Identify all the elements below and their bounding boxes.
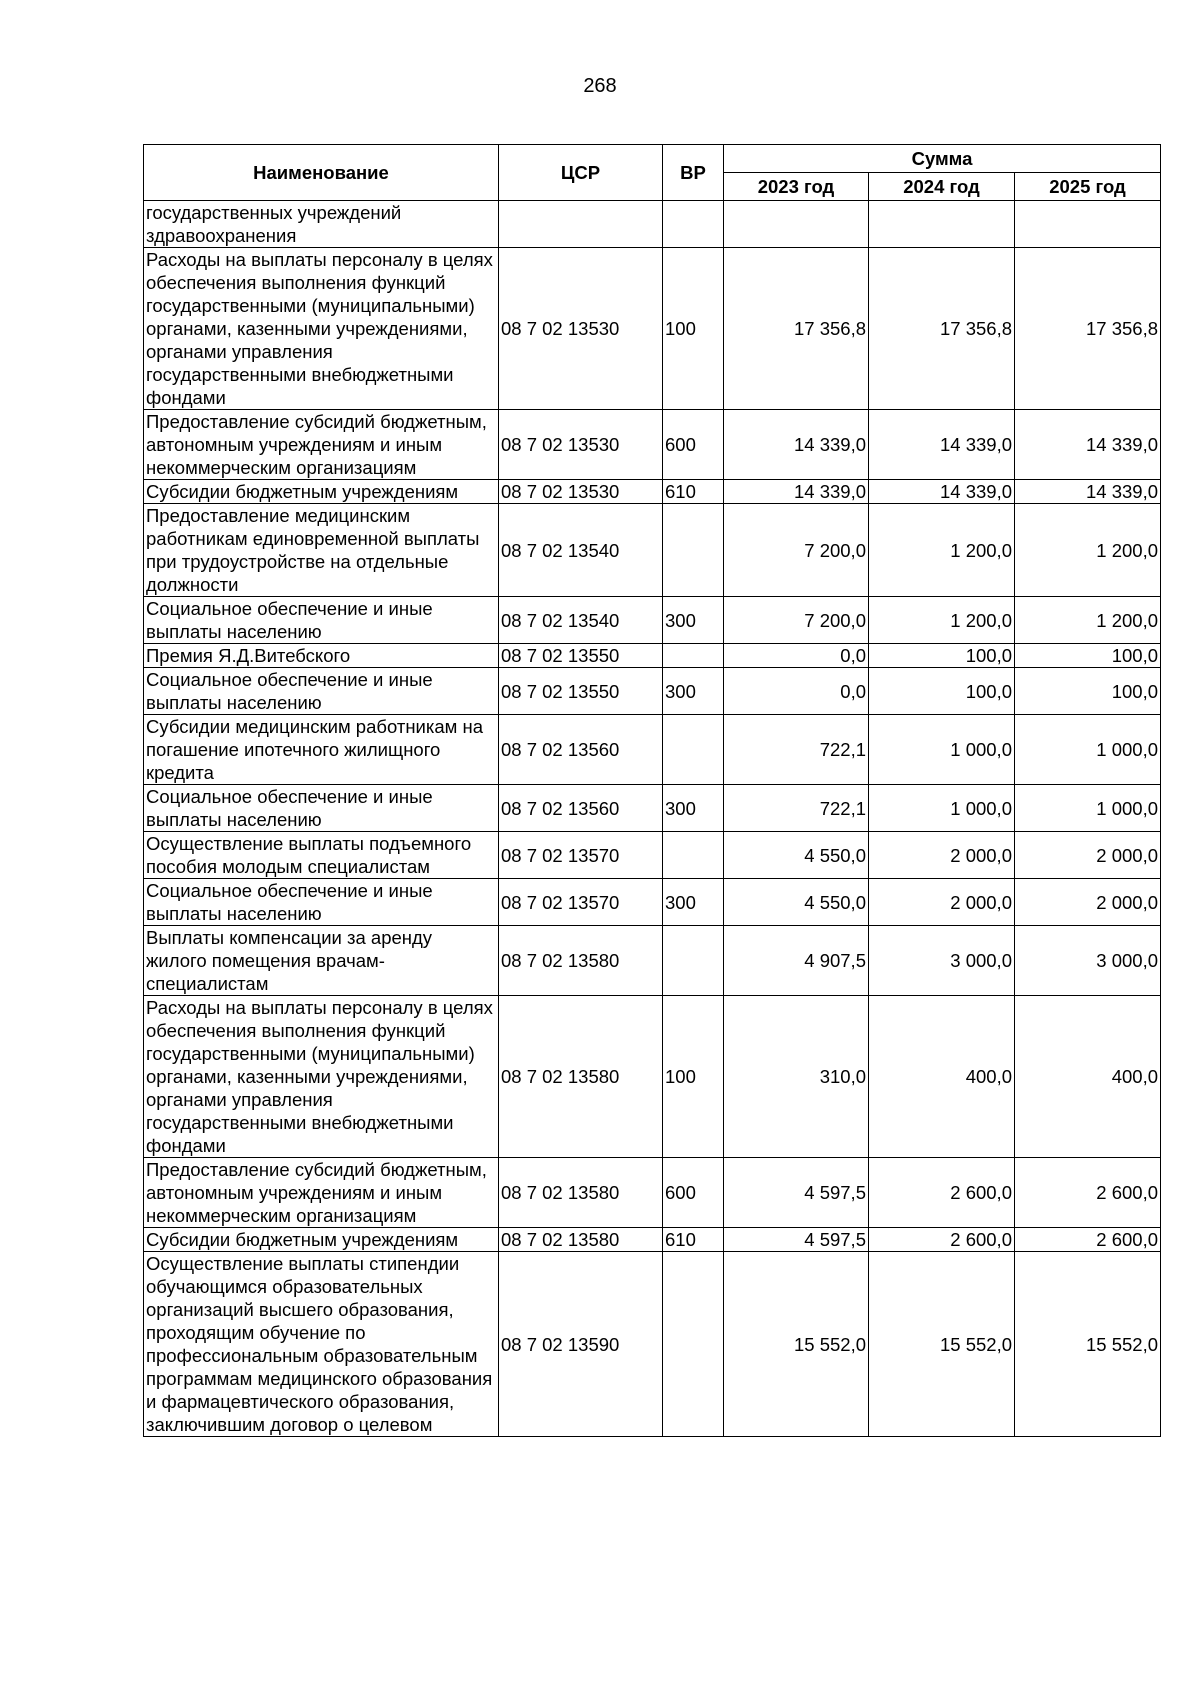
- row-vr: [663, 644, 724, 668]
- row-name: Субсидии бюджетным учреждениям: [144, 480, 499, 504]
- row-name: Расходы на выплаты персоналу в целях обеспечения выполнения функций государственными (муниципальными) органами, казенными учреждениями, органами управления государственными внебюджетными фондами: [144, 248, 499, 410]
- row-name: Социальное обеспечение и иные выплаты населению: [144, 597, 499, 644]
- row-name: Расходы на выплаты персоналу в целях обеспечения выполнения функций государственными (муниципальными) органами, казенными учреждениями, органами управления государственными внебюджетными фондами: [144, 996, 499, 1158]
- header-name: Наименование: [144, 145, 499, 201]
- table-row: [144, 504, 1161, 597]
- row-sum-2024: 2 600,0: [869, 1228, 1015, 1252]
- header-sum: Сумма: [724, 145, 1161, 173]
- page-number: 268: [583, 75, 617, 97]
- table-row: [144, 879, 1161, 926]
- table-row: [144, 785, 1161, 832]
- row-vr: 300: [663, 785, 724, 832]
- row-sum-2025: 100,0: [1015, 644, 1161, 668]
- row-sum-2025: 2 000,0: [1015, 832, 1161, 879]
- row-sum-2024: [869, 201, 1015, 248]
- row-csr: 08 7 02 13550: [499, 668, 663, 715]
- row-sum-2025: 2 600,0: [1015, 1228, 1161, 1252]
- row-vr: 300: [663, 597, 724, 644]
- row-vr: [663, 832, 724, 879]
- row-sum-2025: 1 200,0: [1015, 504, 1161, 597]
- row-csr: 08 7 02 13580: [499, 1158, 663, 1228]
- table-row: [144, 1158, 1161, 1228]
- row-name: Субсидии медицинским работникам на погашение ипотечного жилищного кредита: [144, 715, 499, 785]
- row-sum-2024: 2 000,0: [869, 832, 1015, 879]
- row-sum-2023: 0,0: [724, 644, 869, 668]
- row-sum-2024: 100,0: [869, 644, 1015, 668]
- row-sum-2024: 1 200,0: [869, 504, 1015, 597]
- row-vr: 610: [663, 1228, 724, 1252]
- row-csr: 08 7 02 13580: [499, 996, 663, 1158]
- row-sum-2024: 1 000,0: [869, 715, 1015, 785]
- row-vr: 600: [663, 410, 724, 480]
- row-name: Социальное обеспечение и иные выплаты населению: [144, 668, 499, 715]
- table-row: [144, 480, 1161, 504]
- header-year-2025: 2025 год: [1015, 173, 1161, 201]
- table-row: [144, 597, 1161, 644]
- row-sum-2025: 2 000,0: [1015, 879, 1161, 926]
- row-sum-2023: 722,1: [724, 715, 869, 785]
- row-sum-2025: 1 200,0: [1015, 597, 1161, 644]
- row-name: Осуществление выплаты подъемного пособия молодым специалистам: [144, 832, 499, 879]
- budget-table: [143, 144, 1161, 1437]
- row-vr: [663, 201, 724, 248]
- row-csr: 08 7 02 13570: [499, 879, 663, 926]
- row-sum-2023: 17 356,8: [724, 248, 869, 410]
- row-csr: 08 7 02 13530: [499, 410, 663, 480]
- row-sum-2024: 1 000,0: [869, 785, 1015, 832]
- row-csr: 08 7 02 13560: [499, 785, 663, 832]
- row-csr: 08 7 02 13590: [499, 1252, 663, 1437]
- row-vr: 610: [663, 480, 724, 504]
- row-csr: 08 7 02 13580: [499, 926, 663, 996]
- row-name: Социальное обеспечение и иные выплаты населению: [144, 879, 499, 926]
- row-sum-2023: 7 200,0: [724, 504, 869, 597]
- row-sum-2023: [724, 201, 869, 248]
- row-sum-2025: 100,0: [1015, 668, 1161, 715]
- row-sum-2025: 17 356,8: [1015, 248, 1161, 410]
- row-vr: 300: [663, 879, 724, 926]
- row-name: Премия Я.Д.Витебского: [144, 644, 499, 668]
- row-vr: [663, 1252, 724, 1437]
- row-sum-2023: 310,0: [724, 996, 869, 1158]
- row-sum-2023: 15 552,0: [724, 1252, 869, 1437]
- row-sum-2025: 3 000,0: [1015, 926, 1161, 996]
- row-sum-2025: 14 339,0: [1015, 480, 1161, 504]
- row-sum-2025: 14 339,0: [1015, 410, 1161, 480]
- row-sum-2023: 14 339,0: [724, 410, 869, 480]
- row-csr: 08 7 02 13540: [499, 504, 663, 597]
- table-row: [144, 644, 1161, 668]
- row-sum-2024: 2 600,0: [869, 1158, 1015, 1228]
- row-sum-2025: 1 000,0: [1015, 785, 1161, 832]
- row-csr: 08 7 02 13540: [499, 597, 663, 644]
- row-csr: 08 7 02 13530: [499, 480, 663, 504]
- table-header: [144, 145, 1161, 201]
- row-name: Осуществление выплаты стипендии обучающимся образовательных организаций высшего образования, проходящим обучение по профессиональным образовательным программам медицинского образования и фармацевтического образования, заключившим договор о целевом: [144, 1252, 499, 1437]
- row-name: Субсидии бюджетным учреждениям: [144, 1228, 499, 1252]
- row-vr: 300: [663, 668, 724, 715]
- row-sum-2025: 15 552,0: [1015, 1252, 1161, 1437]
- table-row: [144, 248, 1161, 410]
- row-sum-2023: 0,0: [724, 668, 869, 715]
- row-vr: 100: [663, 248, 724, 410]
- row-name: государственных учреждений здравоохранения: [144, 201, 499, 248]
- row-name: Предоставление субсидий бюджетным, автономным учреждениям и иным некоммерческим организациям: [144, 1158, 499, 1228]
- row-vr: 600: [663, 1158, 724, 1228]
- header-vr: ВР: [663, 145, 724, 201]
- row-sum-2024: 400,0: [869, 996, 1015, 1158]
- row-sum-2024: 3 000,0: [869, 926, 1015, 996]
- row-sum-2023: 4 550,0: [724, 832, 869, 879]
- row-sum-2024: 15 552,0: [869, 1252, 1015, 1437]
- table-row: [144, 201, 1161, 248]
- row-csr: 08 7 02 13580: [499, 1228, 663, 1252]
- row-sum-2024: 2 000,0: [869, 879, 1015, 926]
- row-sum-2023: 4 550,0: [724, 879, 869, 926]
- row-name: Предоставление медицинским работникам единовременной выплаты при трудоустройстве на отдельные должности: [144, 504, 499, 597]
- table-body: [144, 201, 1161, 1437]
- row-csr: 08 7 02 13550: [499, 644, 663, 668]
- row-vr: [663, 926, 724, 996]
- row-sum-2024: 100,0: [869, 668, 1015, 715]
- row-sum-2024: 1 200,0: [869, 597, 1015, 644]
- header-csr: ЦСР: [499, 145, 663, 201]
- header-year-2024: 2024 год: [869, 173, 1015, 201]
- row-sum-2023: 4 907,5: [724, 926, 869, 996]
- row-sum-2025: 400,0: [1015, 996, 1161, 1158]
- row-sum-2023: 7 200,0: [724, 597, 869, 644]
- table-row: [144, 996, 1161, 1158]
- row-csr: 08 7 02 13560: [499, 715, 663, 785]
- row-vr: [663, 715, 724, 785]
- row-sum-2025: 1 000,0: [1015, 715, 1161, 785]
- row-csr: [499, 201, 663, 248]
- row-sum-2025: [1015, 201, 1161, 248]
- row-vr: 100: [663, 996, 724, 1158]
- table-row: [144, 410, 1161, 480]
- row-sum-2024: 14 339,0: [869, 480, 1015, 504]
- row-name: Выплаты компенсации за аренду жилого помещения врачам-специалистам: [144, 926, 499, 996]
- row-sum-2023: 14 339,0: [724, 480, 869, 504]
- row-csr: 08 7 02 13570: [499, 832, 663, 879]
- row-sum-2023: 4 597,5: [724, 1158, 869, 1228]
- table-row: [144, 1228, 1161, 1252]
- row-sum-2023: 722,1: [724, 785, 869, 832]
- header-year-2023: 2023 год: [724, 173, 869, 201]
- row-sum-2025: 2 600,0: [1015, 1158, 1161, 1228]
- table-row: [144, 926, 1161, 996]
- table-row: [144, 668, 1161, 715]
- table-row: [144, 832, 1161, 879]
- row-name: Предоставление субсидий бюджетным, автономным учреждениям и иным некоммерческим организациям: [144, 410, 499, 480]
- row-csr: 08 7 02 13530: [499, 248, 663, 410]
- row-sum-2023: 4 597,5: [724, 1228, 869, 1252]
- row-vr: [663, 504, 724, 597]
- row-name: Социальное обеспечение и иные выплаты населению: [144, 785, 499, 832]
- table-row: [144, 1252, 1161, 1437]
- table-row: [144, 715, 1161, 785]
- row-sum-2024: 14 339,0: [869, 410, 1015, 480]
- row-sum-2024: 17 356,8: [869, 248, 1015, 410]
